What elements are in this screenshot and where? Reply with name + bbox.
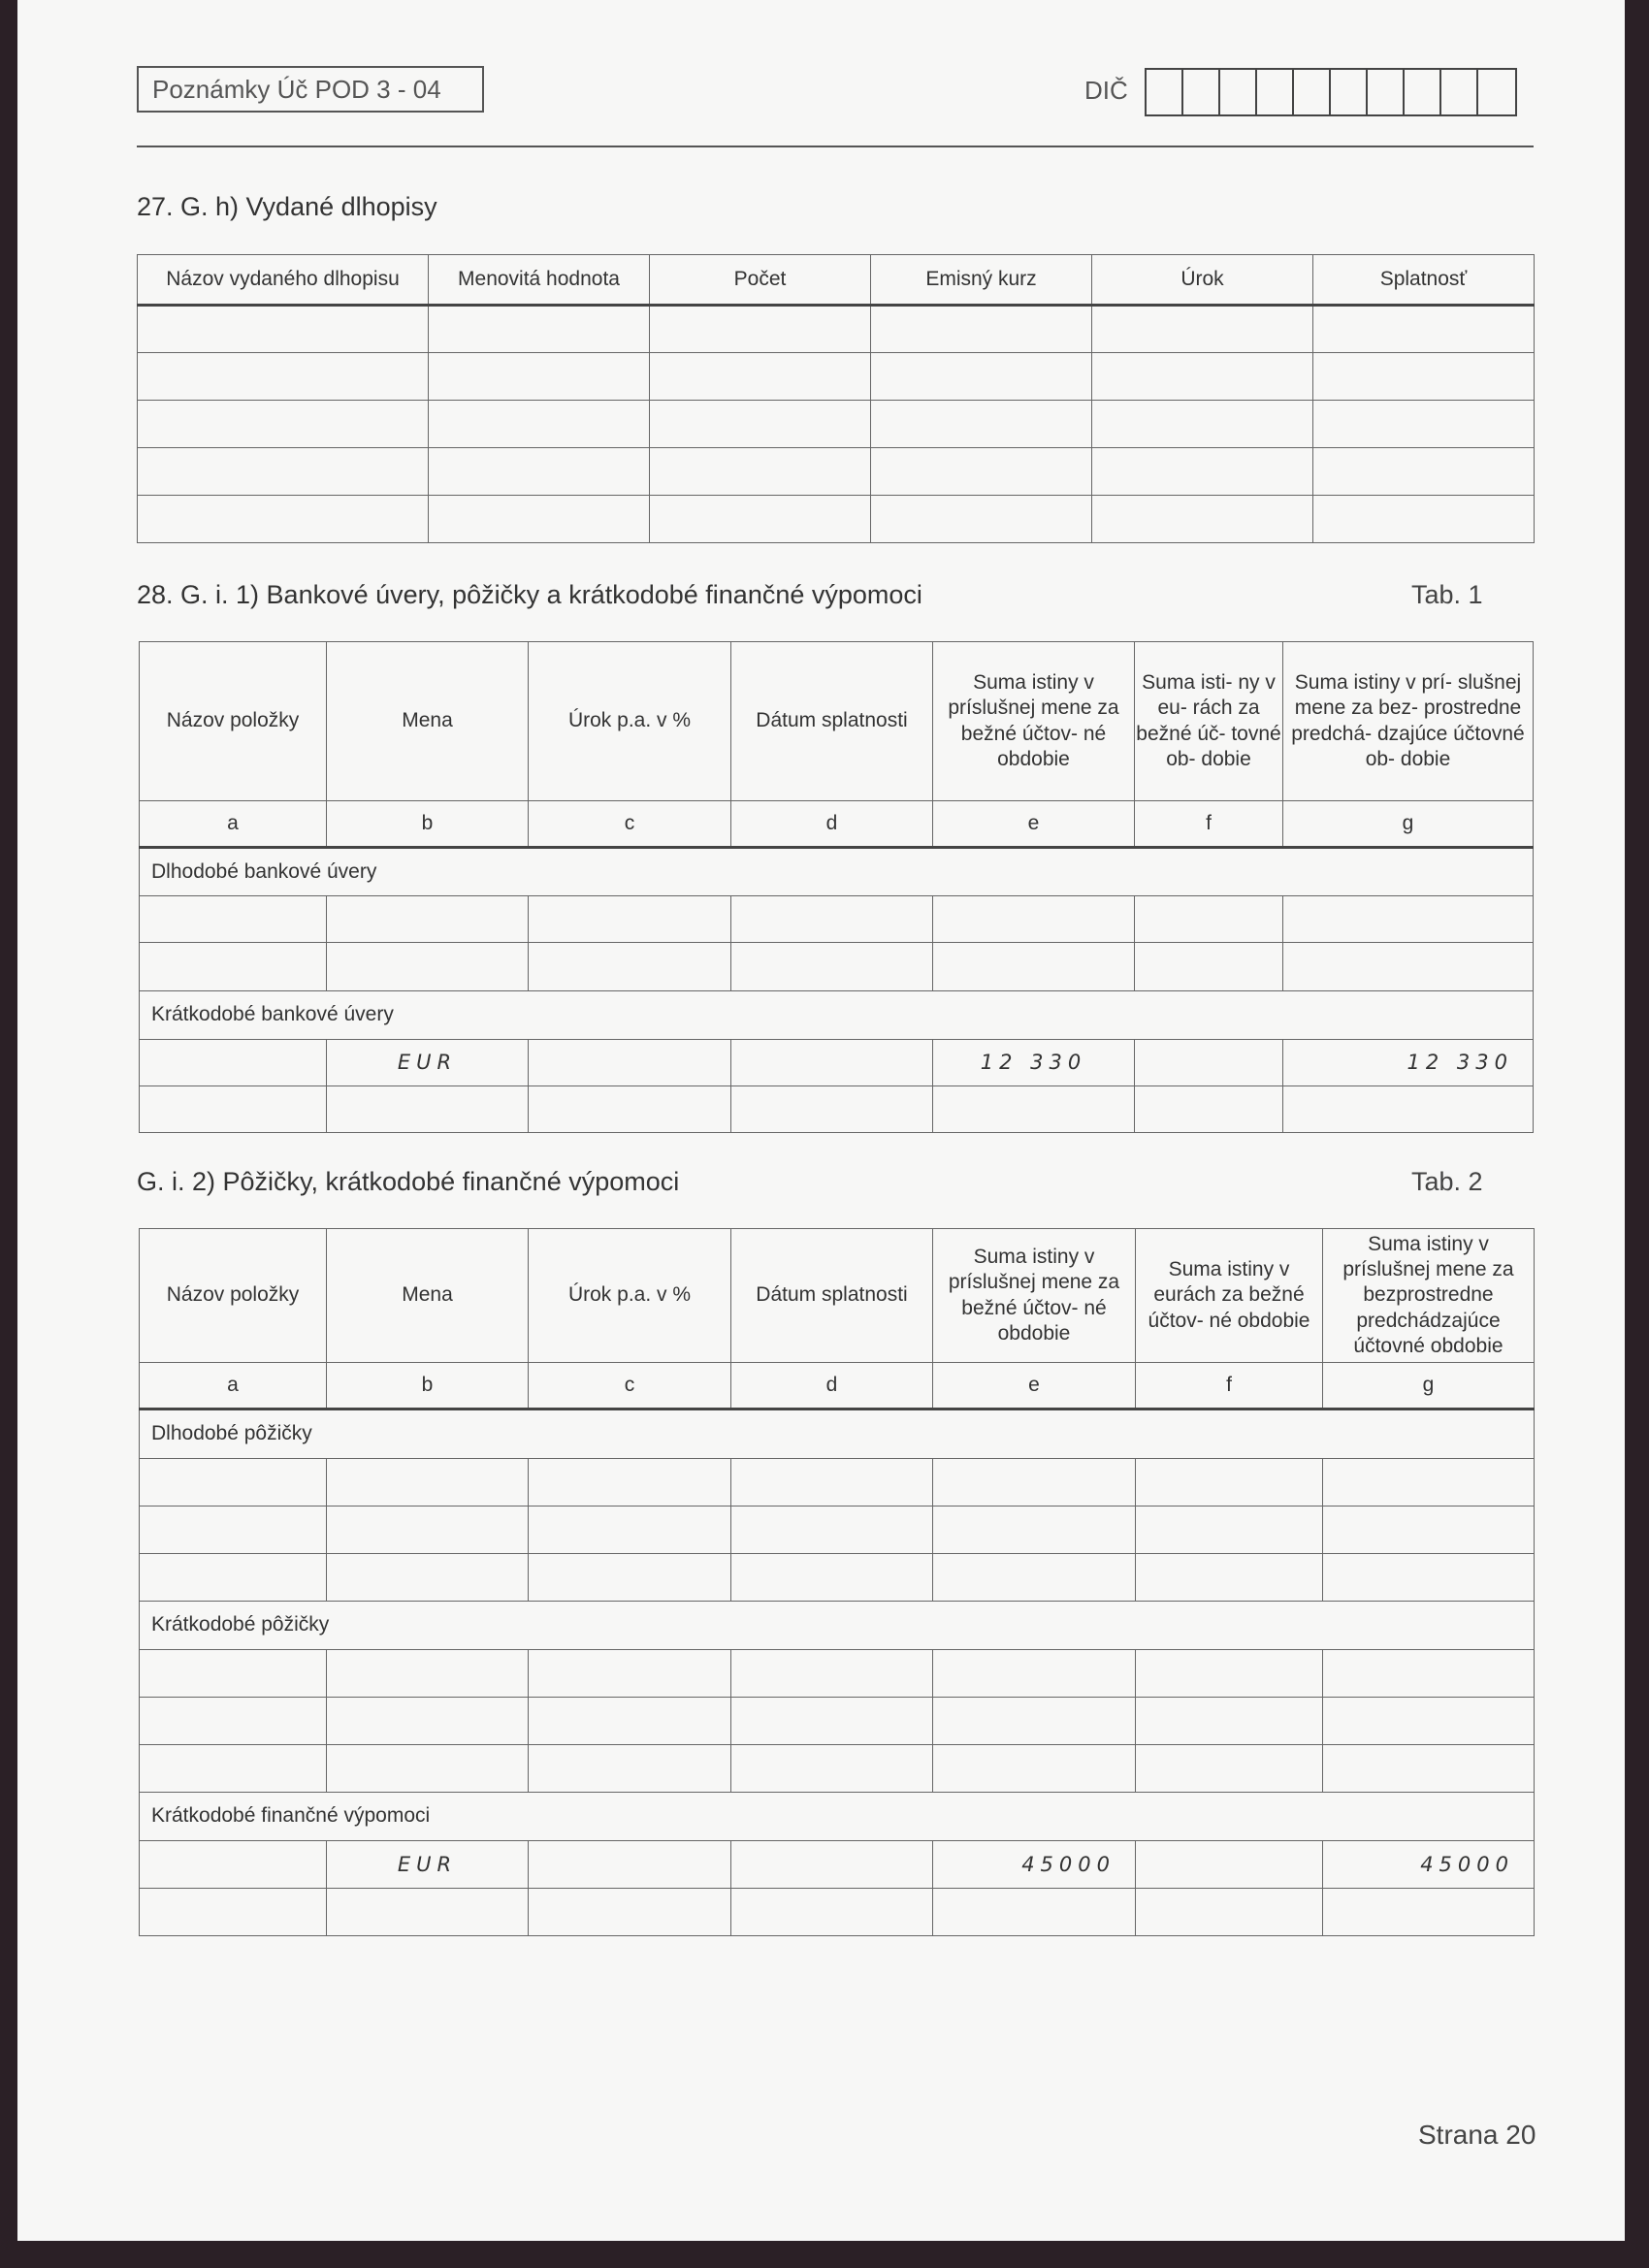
bonds-table xyxy=(137,254,1535,543)
table-cell[interactable] xyxy=(1135,1086,1283,1133)
column-header: Názov položky xyxy=(140,642,327,801)
column-header: Suma istiny v prí- slušnej mene za bez- prostredne predchá- dzajúce účtovné ob- dobie xyxy=(1283,642,1534,801)
table-cell[interactable] xyxy=(327,1554,529,1602)
column-header: Suma istiny v príslušnej mene za bežné účtov- né obdobie xyxy=(933,1229,1136,1363)
table-cell[interactable] xyxy=(871,496,1092,543)
column-letter-row xyxy=(140,1363,1535,1409)
column-header: Suma istiny v príslušnej mene za bežné účtov- né obdobie xyxy=(933,642,1135,801)
table-cell[interactable] xyxy=(933,1698,1136,1745)
group-label: Dlhodobé bankové úvery xyxy=(140,848,1534,896)
table-cell[interactable] xyxy=(327,1889,529,1936)
table-cell[interactable] xyxy=(140,1698,327,1745)
table-cell[interactable] xyxy=(529,1459,731,1507)
column-header: Dátum splatnosti xyxy=(731,1229,933,1363)
table-row xyxy=(140,1745,1535,1793)
table-cell[interactable] xyxy=(1092,306,1313,353)
table-cell[interactable] xyxy=(529,1040,731,1086)
table-cell[interactable] xyxy=(731,1698,933,1745)
table-cell[interactable] xyxy=(933,1086,1135,1133)
table-row xyxy=(140,1040,1534,1086)
column-letter: f xyxy=(1135,801,1283,848)
table-cell[interactable] xyxy=(650,496,871,543)
column-letter: a xyxy=(140,1363,327,1409)
table-cell[interactable] xyxy=(529,1841,731,1889)
table-cell[interactable] xyxy=(731,1040,933,1086)
table-cell[interactable] xyxy=(1136,1889,1323,1936)
column-letter: b xyxy=(327,1363,529,1409)
dic-digit-box[interactable] xyxy=(1405,70,1441,114)
dic-digit-box[interactable] xyxy=(1331,70,1368,114)
column-header: Názov položky xyxy=(140,1229,327,1363)
table-cell[interactable] xyxy=(650,353,871,401)
table-cell[interactable] xyxy=(529,1086,731,1133)
table-cell[interactable] xyxy=(429,401,650,448)
page-number: Strana 20 xyxy=(1418,2120,1536,2150)
column-letter: c xyxy=(529,801,731,848)
dic-digit-boxes xyxy=(1145,68,1517,116)
table-cell[interactable] xyxy=(1323,1650,1535,1698)
table-cell[interactable] xyxy=(327,1745,529,1793)
table-cell[interactable] xyxy=(1323,1745,1535,1793)
table-cell[interactable] xyxy=(731,1507,933,1554)
column-header: Dátum splatnosti xyxy=(731,642,933,801)
table-cell[interactable] xyxy=(933,943,1135,991)
table-cell[interactable] xyxy=(933,1745,1136,1793)
scan-edge-right xyxy=(1625,0,1649,2268)
table-cell[interactable] xyxy=(933,1459,1136,1507)
tab-1-label: Tab. 1 xyxy=(1411,580,1483,609)
table-cell[interactable] xyxy=(529,1889,731,1936)
table-row xyxy=(138,496,1535,543)
table-cell[interactable] xyxy=(1136,1698,1323,1745)
form-code-box: Poznámky Úč POD 3 - 04 xyxy=(137,66,484,113)
table-cell[interactable] xyxy=(140,1650,327,1698)
group-label: Dlhodobé pôžičky xyxy=(140,1409,1535,1459)
table-cell[interactable] xyxy=(327,1698,529,1745)
table-cell[interactable] xyxy=(140,943,327,991)
group-row xyxy=(140,848,1534,896)
table-cell[interactable] xyxy=(140,1841,327,1889)
dic-digit-box[interactable] xyxy=(1368,70,1405,114)
bank-loans-table xyxy=(139,641,1534,1133)
column-letter: e xyxy=(933,1363,1136,1409)
dic-digit-box[interactable] xyxy=(1441,70,1478,114)
table-row xyxy=(140,1650,1535,1698)
table-header-row xyxy=(140,1229,1535,1363)
handwritten-amount[interactable]: 12 330 xyxy=(1283,1040,1534,1086)
column-letter: a xyxy=(140,801,327,848)
table-cell[interactable] xyxy=(140,896,327,943)
table-cell[interactable] xyxy=(1136,1459,1323,1507)
table-cell[interactable] xyxy=(871,448,1092,496)
column-letter: g xyxy=(1323,1363,1535,1409)
table-cell[interactable] xyxy=(1313,401,1535,448)
table-row xyxy=(140,1086,1534,1133)
table-cell[interactable] xyxy=(731,1841,933,1889)
table-cell[interactable] xyxy=(1323,1507,1535,1554)
table-cell[interactable] xyxy=(1092,448,1313,496)
header-divider xyxy=(137,146,1534,147)
table-cell[interactable] xyxy=(138,401,429,448)
column-header: Splatnosť xyxy=(1313,255,1535,306)
column-letter: d xyxy=(731,1363,933,1409)
handwritten-currency[interactable]: EUR xyxy=(327,1841,529,1889)
column-header: Menovitá hodnota xyxy=(429,255,650,306)
column-header: Mena xyxy=(327,642,529,801)
table-cell[interactable] xyxy=(731,943,933,991)
table-cell[interactable] xyxy=(1313,448,1535,496)
column-header: Suma istiny v eurách za bežné účtov- né obdobie xyxy=(1136,1229,1323,1363)
table-cell[interactable] xyxy=(933,1650,1136,1698)
table-cell[interactable] xyxy=(731,1459,933,1507)
table-cell[interactable] xyxy=(933,1507,1136,1554)
table-cell[interactable] xyxy=(1092,496,1313,543)
table-cell[interactable] xyxy=(1092,353,1313,401)
table-cell[interactable] xyxy=(650,401,871,448)
dic-digit-box[interactable] xyxy=(1294,70,1331,114)
table-cell[interactable] xyxy=(529,943,731,991)
table-row xyxy=(140,943,1534,991)
table-cell[interactable] xyxy=(1092,401,1313,448)
group-row xyxy=(140,1793,1535,1841)
table-cell[interactable] xyxy=(650,306,871,353)
table-cell[interactable] xyxy=(731,1086,933,1133)
table-row xyxy=(138,448,1535,496)
table-cell[interactable] xyxy=(140,1745,327,1793)
table-cell[interactable] xyxy=(1136,1745,1323,1793)
table-cell[interactable] xyxy=(871,401,1092,448)
table-cell[interactable] xyxy=(1323,1459,1535,1507)
table-cell[interactable] xyxy=(140,1459,327,1507)
column-header: Počet xyxy=(650,255,871,306)
table-cell[interactable] xyxy=(140,1507,327,1554)
table-cell[interactable] xyxy=(429,353,650,401)
table-cell[interactable] xyxy=(529,1507,731,1554)
table-cell[interactable] xyxy=(1136,1650,1323,1698)
dic-label: DIČ xyxy=(1084,76,1128,105)
table-cell[interactable] xyxy=(327,1086,529,1133)
table-row xyxy=(140,1841,1535,1889)
table-cell[interactable] xyxy=(327,943,529,991)
loans-table xyxy=(139,1228,1535,1936)
column-letter: d xyxy=(731,801,933,848)
table-cell[interactable] xyxy=(138,448,429,496)
table-cell[interactable] xyxy=(138,496,429,543)
column-header: Suma istiny v príslušnej mene za bezprostredne predchádzajúce účtovné obdobie xyxy=(1323,1229,1535,1363)
column-letter-row xyxy=(140,801,1534,848)
column-header: Úrok p.a. v % xyxy=(529,1229,731,1363)
table-cell[interactable] xyxy=(140,1086,327,1133)
dic-digit-box[interactable] xyxy=(1257,70,1294,114)
table-cell[interactable] xyxy=(327,896,529,943)
section-28-title: 28. G. i. 1) Bankové úvery, pôžičky a krátkodobé finančné výpomoci xyxy=(137,580,922,609)
handwritten-amount[interactable]: 12 330 xyxy=(933,1040,1135,1086)
dic-digit-box[interactable] xyxy=(1147,70,1183,114)
table-cell[interactable] xyxy=(138,353,429,401)
table-cell[interactable] xyxy=(871,353,1092,401)
scan-edge-left xyxy=(0,0,17,2268)
table-cell[interactable] xyxy=(327,1459,529,1507)
column-letter: f xyxy=(1136,1363,1323,1409)
group-label: Krátkodobé bankové úvery xyxy=(140,991,1534,1040)
table-cell[interactable] xyxy=(1135,896,1283,943)
table-row xyxy=(140,1507,1535,1554)
table-cell[interactable] xyxy=(1323,1889,1535,1936)
table-cell[interactable] xyxy=(1135,1040,1283,1086)
table-header-row xyxy=(140,642,1534,801)
table-cell[interactable] xyxy=(1313,496,1535,543)
column-letter: b xyxy=(327,801,529,848)
table-row xyxy=(138,306,1535,353)
group-row xyxy=(140,1409,1535,1459)
handwritten-amount[interactable]: 45000 xyxy=(1323,1841,1535,1889)
tab-2-label: Tab. 2 xyxy=(1411,1167,1483,1196)
table-cell[interactable] xyxy=(327,1650,529,1698)
table-cell[interactable] xyxy=(1136,1554,1323,1602)
table-row xyxy=(140,1889,1535,1936)
handwritten-amount[interactable]: 45000 xyxy=(933,1841,1136,1889)
column-letter: c xyxy=(529,1363,731,1409)
table-cell[interactable] xyxy=(1283,943,1534,991)
column-header: Mena xyxy=(327,1229,529,1363)
scan-edge-bottom xyxy=(0,2241,1649,2268)
group-row xyxy=(140,1602,1535,1650)
column-header: Názov vydaného dlhopisu xyxy=(138,255,429,306)
table-row xyxy=(138,401,1535,448)
table-cell[interactable] xyxy=(1313,353,1535,401)
table-cell[interactable] xyxy=(933,1554,1136,1602)
table-cell[interactable] xyxy=(429,448,650,496)
table-cell[interactable] xyxy=(529,1745,731,1793)
table-cell[interactable] xyxy=(1283,896,1534,943)
dic-digit-box[interactable] xyxy=(1478,70,1515,114)
table-cell[interactable] xyxy=(429,306,650,353)
column-header: Úrok xyxy=(1092,255,1313,306)
table-cell[interactable] xyxy=(529,896,731,943)
table-cell[interactable] xyxy=(138,306,429,353)
table-row xyxy=(138,353,1535,401)
handwritten-currency[interactable]: EUR xyxy=(327,1040,529,1086)
table-cell[interactable] xyxy=(933,1889,1136,1936)
dic-digit-box[interactable] xyxy=(1183,70,1220,114)
column-letter: e xyxy=(933,801,1135,848)
table-cell[interactable] xyxy=(1136,1841,1323,1889)
table-cell[interactable] xyxy=(731,896,933,943)
table-cell[interactable] xyxy=(731,1650,933,1698)
column-header: Úrok p.a. v % xyxy=(529,642,731,801)
section-gi2-title: G. i. 2) Pôžičky, krátkodobé finančné výpomoci xyxy=(137,1167,680,1196)
table-header-row xyxy=(138,255,1535,306)
table-cell[interactable] xyxy=(731,1745,933,1793)
table-cell[interactable] xyxy=(1283,1086,1534,1133)
group-label: Krátkodobé pôžičky xyxy=(140,1602,1535,1650)
table-cell[interactable] xyxy=(1135,943,1283,991)
table-cell[interactable] xyxy=(140,1889,327,1936)
table-cell[interactable] xyxy=(529,1698,731,1745)
table-cell[interactable] xyxy=(140,1554,327,1602)
table-cell[interactable] xyxy=(529,1650,731,1698)
table-cell[interactable] xyxy=(650,448,871,496)
column-letter: g xyxy=(1283,801,1534,848)
table-row xyxy=(140,1698,1535,1745)
table-cell[interactable] xyxy=(731,1889,933,1936)
table-cell[interactable] xyxy=(1323,1698,1535,1745)
table-cell[interactable] xyxy=(529,1554,731,1602)
table-row xyxy=(140,1459,1535,1507)
table-cell[interactable] xyxy=(327,1507,529,1554)
table-cell[interactable] xyxy=(1323,1554,1535,1602)
column-header: Emisný kurz xyxy=(871,255,1092,306)
group-label: Krátkodobé finančné výpomoci xyxy=(140,1793,1535,1841)
table-cell[interactable] xyxy=(1313,306,1535,353)
table-cell[interactable] xyxy=(933,896,1135,943)
table-cell[interactable] xyxy=(1136,1507,1323,1554)
table-cell[interactable] xyxy=(731,1554,933,1602)
table-cell[interactable] xyxy=(871,306,1092,353)
group-row xyxy=(140,991,1534,1040)
dic-digit-box[interactable] xyxy=(1220,70,1257,114)
table-cell[interactable] xyxy=(140,1040,327,1086)
table-cell[interactable] xyxy=(429,496,650,543)
section-27-title: 27. G. h) Vydané dlhopisy xyxy=(137,192,437,221)
table-row xyxy=(140,896,1534,943)
column-header: Suma isti- ny v eu- rách za bežné úč- tovné ob- dobie xyxy=(1135,642,1283,801)
table-row xyxy=(140,1554,1535,1602)
